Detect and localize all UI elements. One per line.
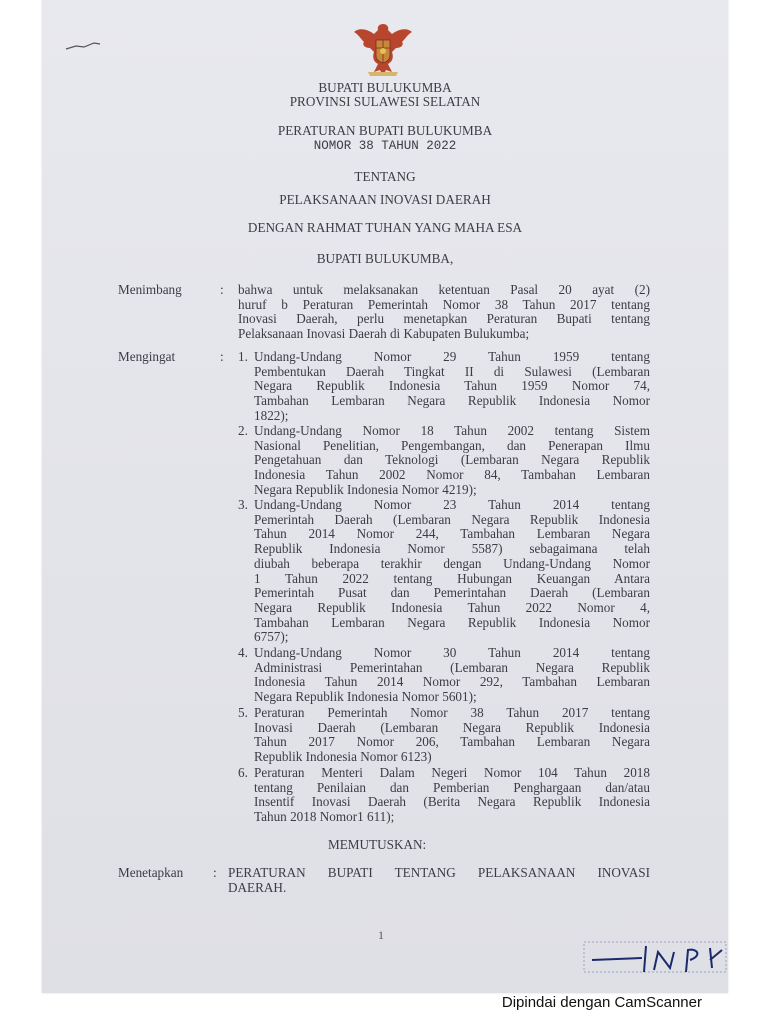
item-line: Undang-Undang Nomor 29 Tahun 1959 tentang — [254, 349, 650, 364]
item-line: Nasional Penelitian, Pengembangan, dan Penerapan Ilmu — [254, 437, 650, 453]
regulation-title: PERATURAN BUPATI BULUKUMBA — [277, 123, 493, 138]
menimbang-line: Pelaksanaan Inovasi Daerah di Kabupaten Bulukumba; — [238, 326, 530, 342]
item-line: Peraturan Pemerintah Nomor 38 Tahun 2017 tentang — [254, 705, 650, 720]
item-number: 5. — [238, 705, 248, 720]
item-number: 2. — [238, 423, 248, 438]
item-line: Administrasi Pemerintahan (Lembaran Negara Republik — [254, 659, 650, 675]
item-number: 4. — [238, 645, 248, 660]
bupati-line: BUPATI BULUKUMBA, — [316, 251, 454, 266]
item-line: Pemerintah Daerah (Lembaran Negara Republik Indonesia — [254, 511, 650, 527]
pen-mark-icon — [64, 40, 104, 52]
item-line: 6757); — [254, 629, 289, 645]
menimbang-line: Inovasi Daerah, perlu menetapkan Peraturan Bupati tentang — [238, 311, 650, 327]
item-line: Tambahan Lembaran Negara Republik Indonesia Nomor — [254, 614, 650, 630]
item-line: Negara Republik Indonesia Tahun 2022 Nomor 4, — [254, 599, 650, 615]
item-line: 1 Tahun 2022 tentang Hubungan Keuangan Antara — [254, 570, 650, 586]
issuer-line: BUPATI BULUKUMBA — [318, 80, 452, 95]
rahmat-line: DENGAN RAHMAT TUHAN YANG MAHA ESA — [247, 220, 523, 235]
menetapkan-line: PERATURAN BUPATI TENTANG PELAKSANAAN INOVASI — [228, 865, 650, 880]
item-line: Undang-Undang Nomor 18 Tahun 2002 tentang Sistem — [254, 423, 650, 438]
item-line: Undang-Undang Nomor 30 Tahun 2014 tentang — [254, 645, 650, 660]
menimbang-line: bahwa untuk melaksanakan ketentuan Pasal 20 ayat (2) — [238, 282, 650, 297]
item-line: Tahun 2018 Nomor1 611); — [254, 809, 395, 825]
item-number: 6. — [238, 765, 248, 780]
camscanner-footer: Dipindai dengan CamScanner — [501, 994, 702, 1011]
item-line: Republik Indonesia Nomor 5587) sebagaimana telah — [254, 541, 650, 557]
menetapkan-label: Menetapkan — [118, 865, 184, 880]
province-line: PROVINSI SULAWESI SELATAN — [289, 94, 481, 109]
regulation-subject: PELAKSANAAN INOVASI DAERAH — [279, 192, 491, 207]
menetapkan-line: DAERAH. — [228, 879, 287, 895]
item-line: Indonesia Tahun 2002 Nomor 84, Tambahan Lembaran — [254, 467, 650, 483]
item-line: Pemerintah Pusat dan Pemerintahan Daerah (Lembaran — [254, 585, 650, 601]
item-line: Negara Republik Indonesia Nomor 5601); — [254, 689, 477, 705]
item-number: 1. — [238, 349, 248, 364]
item-number: 3. — [238, 497, 248, 512]
item-line: Republik Indonesia Nomor 6123) — [254, 749, 432, 765]
memutuskan-heading: MEMUTUSKAN: — [328, 837, 427, 852]
item-line: Tambahan Lembaran Negara Republik Indonesia Nomor — [254, 393, 650, 409]
item-line: Peraturan Menteri Dalam Negeri Nomor 104 Tahun 2018 — [254, 765, 650, 780]
menimbang-line: huruf b Peraturan Pemerintah Nomor 38 Tahun 2017 tentang — [238, 296, 650, 312]
item-line: Pembentukan Daerah Tingkat II di Sulawesi (Lembaran — [254, 363, 650, 379]
document-page — [42, 0, 728, 993]
menetapkan-text — [228, 866, 650, 895]
item-line: Negara Republik Indonesia Nomor 4219); — [254, 481, 477, 497]
mengingat-colon: : — [220, 349, 224, 364]
item-line: Tahun 2014 Nomor 244, Tambahan Lembaran Negara — [254, 526, 650, 542]
item-line: Indonesia Tahun 2014 Nomor 292, Tambahan Lembaran — [254, 674, 650, 690]
item-line: diubah beberapa terakhir dengan Undang-Undang Nomor — [254, 555, 650, 571]
menimbang-colon: : — [220, 282, 224, 297]
menetapkan-colon: : — [213, 865, 217, 880]
mengingat-label: Mengingat — [118, 349, 176, 364]
paraf-signature-icon — [582, 938, 728, 978]
item-line: Inovasi Daerah (Lembaran Negara Republik Indonesia — [254, 719, 650, 735]
item-line: Pengetahuan dan Teknologi (Lembaran Negara Republik — [254, 452, 650, 468]
item-line: Insentif Inovasi Daerah (Berita Negara Republik Indonesia — [254, 794, 650, 810]
item-line: Undang-Undang Nomor 23 Tahun 2014 tentang — [254, 497, 650, 512]
regulation-number: NOMOR 38 TAHUN 2022 — [313, 139, 457, 153]
page-number: 1 — [378, 928, 384, 942]
garuda-emblem-icon — [350, 18, 416, 80]
menimbang-label: Menimbang — [118, 282, 182, 297]
item-line: Negara Republik Indonesia Tahun 1959 Nomor 74, — [254, 378, 650, 394]
menimbang-text — [238, 283, 650, 342]
item-line: Tahun 2017 Nomor 206, Tambahan Lembaran Negara — [254, 734, 650, 750]
tentang-heading: TENTANG — [354, 169, 416, 184]
item-line: 1822); — [254, 407, 289, 423]
item-line: tentang Penilaian dan Pemberian Penghargaan dan/atau — [254, 779, 650, 795]
